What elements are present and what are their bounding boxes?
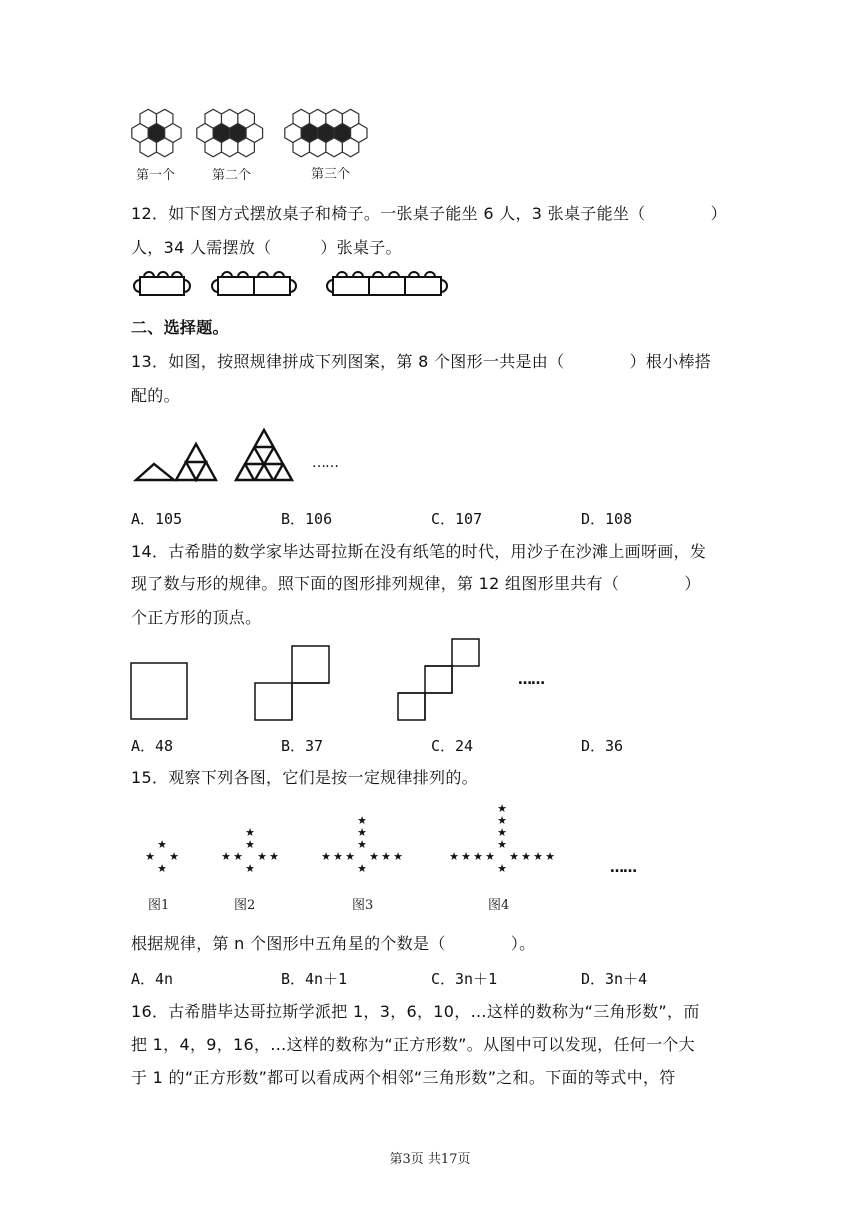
star-mark: ★ (257, 850, 267, 863)
star-mark: ★ (245, 862, 255, 875)
light-hexagon (238, 138, 255, 157)
q14-line1: 14．古希腊的数学家毕达哥拉斯在没有纸笔的时代，用沙子在沙滩上画呀画，发 (131, 542, 707, 561)
q15-question: 根据规律，第 n 个图形中五角星的个数是（ ）。 (131, 934, 536, 953)
star-mark: ★ (533, 850, 543, 863)
star-mark: ★ (497, 826, 507, 839)
light-hexagon (342, 138, 358, 157)
light-hexagon (310, 138, 326, 157)
star-mark: ★ (381, 850, 391, 863)
q14-option-c[interactable]: C．24 (431, 737, 474, 755)
page-footer: 第3页 共17页 (389, 1152, 471, 1167)
star-mark: ★ (245, 838, 255, 851)
q15-option-c[interactable]: C．3n＋1 (431, 970, 498, 988)
q15-caption-3: 图3 (352, 898, 374, 913)
q14-line2: 现了数与形的规律。照下面的图形排列规律，第 12 组图形里共有（ ） (131, 574, 701, 593)
star-mark: ★ (521, 850, 531, 863)
section-title-choice: 二、选择题。 (131, 318, 229, 337)
q14-option-b[interactable]: B．37 (281, 737, 324, 755)
star-mark: ★ (461, 850, 471, 863)
star-mark: ★ (357, 838, 367, 851)
q15-line1: 15．观察下列各图，它们是按一定规律排列的。 (131, 768, 478, 787)
star-mark: ★ (357, 862, 367, 875)
star-mark: ★ (345, 850, 355, 863)
q14-ellipsis: …… (518, 672, 544, 688)
star-mark: ★ (269, 850, 279, 863)
star-mark: ★ (221, 850, 231, 863)
q13-ellipsis: …… (312, 455, 338, 471)
star-mark: ★ (233, 850, 243, 863)
q16-line2: 把 1，4，9，16，…这样的数称为“正方形数”。从图中可以发现，任何一个大 (131, 1035, 695, 1054)
q13-option-a[interactable]: A．105 (131, 510, 183, 528)
table-chairs-figure (130, 266, 460, 306)
star-mark: ★ (497, 838, 507, 851)
star-cross-figure (140, 800, 570, 884)
star-mark: ★ (393, 850, 403, 863)
hex-caption-3: 第三个 (311, 167, 351, 182)
hex-caption-2: 第二个 (212, 168, 252, 183)
triangle-sticks-figure (134, 428, 304, 484)
q15-option-b[interactable]: B．4n＋1 (281, 970, 348, 988)
q13-line2: 配的。 (131, 386, 180, 405)
star-mark: ★ (157, 838, 167, 851)
q13-option-c[interactable]: C．107 (431, 510, 483, 528)
star-mark: ★ (169, 850, 179, 863)
q14-option-d[interactable]: D．36 (581, 737, 624, 755)
star-mark: ★ (369, 850, 379, 863)
star-mark: ★ (145, 850, 155, 863)
q15-ellipsis: …… (610, 860, 636, 876)
q16-line1: 16．古希腊毕达哥拉斯学派把 1，3，6，10，…这样的数称为“三角形数”，而 (131, 1002, 700, 1021)
light-hexagon (140, 138, 157, 157)
star-mark: ★ (545, 850, 555, 863)
light-hexagon (222, 138, 238, 157)
star-mark: ★ (357, 826, 367, 839)
light-hexagon (326, 138, 343, 157)
q15-caption-4: 图4 (488, 898, 510, 913)
star-mark: ★ (245, 826, 255, 839)
star-mark: ★ (497, 802, 507, 815)
light-hexagon (157, 138, 173, 157)
star-mark: ★ (497, 814, 507, 827)
q13-line1: 13．如图，按照规律拼成下列图案，第 8 个图形一共是由（ ）根小棒搭 (131, 352, 712, 371)
light-hexagon (293, 138, 310, 157)
hex-caption-1: 第一个 (136, 168, 176, 183)
q15-option-d[interactable]: D．3n＋4 (581, 970, 648, 988)
q12-line1: 12．如下图方式摆放桌子和椅子。一张桌子能坐 6 人，3 张桌子能坐（ ） (131, 204, 727, 223)
light-hexagon (205, 138, 222, 157)
star-mark: ★ (157, 862, 167, 875)
q13-option-b[interactable]: B．106 (281, 510, 333, 528)
star-mark: ★ (357, 814, 367, 827)
q15-caption-2: 图2 (234, 898, 256, 913)
hexagon-pattern-figure (128, 104, 388, 164)
q12-line2: 人，34 人需摆放（ ）张桌子。 (131, 238, 402, 257)
star-mark: ★ (321, 850, 331, 863)
star-mark: ★ (485, 850, 495, 863)
q15-caption-1: 图1 (148, 898, 170, 913)
star-mark: ★ (497, 862, 507, 875)
squares-staircase-figure (130, 636, 530, 722)
star-mark: ★ (449, 850, 459, 863)
star-mark: ★ (333, 850, 343, 863)
star-mark: ★ (509, 850, 519, 863)
q13-option-d[interactable]: D．108 (581, 510, 633, 528)
q15-option-a[interactable]: A．4n (131, 970, 174, 988)
star-mark: ★ (473, 850, 483, 863)
q16-line3: 于 1 的“正方形数”都可以看成两个相邻“三角形数”之和。下面的等式中，符 (131, 1068, 676, 1087)
q14-line3: 个正方形的顶点。 (131, 608, 262, 627)
q14-option-a[interactable]: A．48 (131, 737, 174, 755)
